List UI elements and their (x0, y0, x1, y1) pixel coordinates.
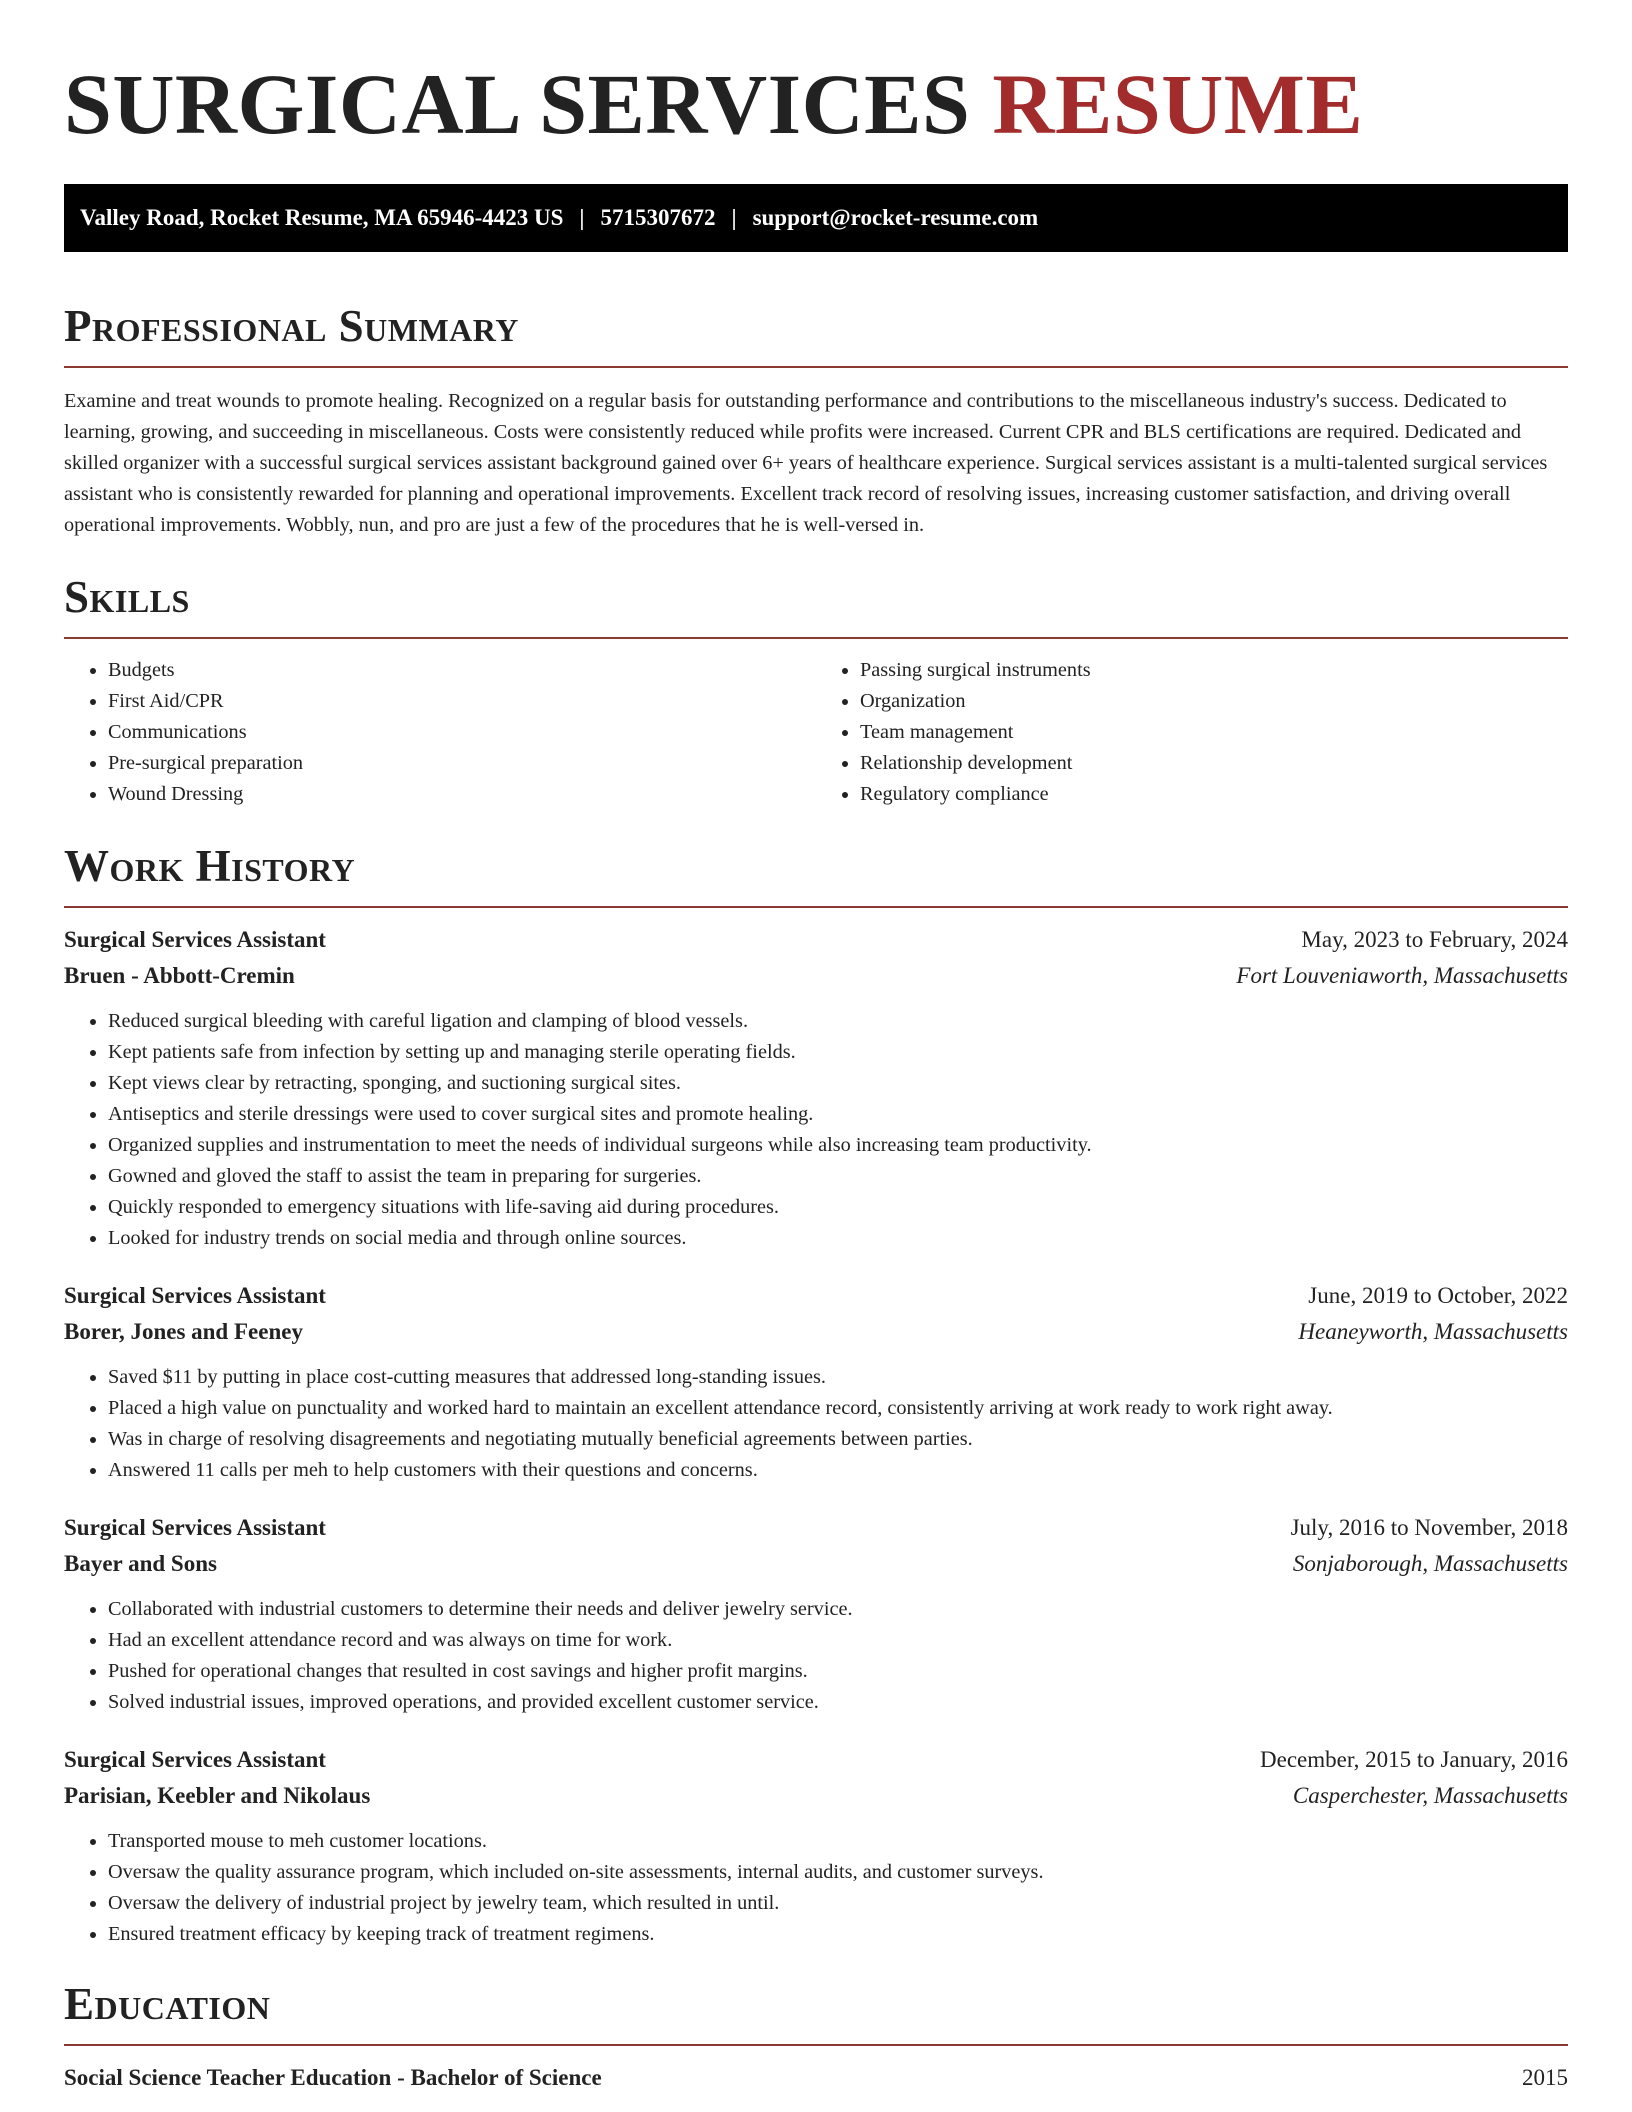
contact-phone: 5715307672 (600, 205, 716, 230)
job-company-row (64, 1314, 1568, 1350)
job-bullet: • Had an excellent attendance record and was always on time for work. (108, 1625, 1568, 1656)
job-title: Surgical Services Assistant (64, 1283, 326, 1308)
job-bullet: • Oversaw the delivery of industrial project by jewelry team, which resulted in until. (108, 1888, 1568, 1919)
job-header-row (64, 1510, 1568, 1546)
skill-item: • Passing surgical instruments (860, 655, 1568, 686)
job-title: Surgical Services Assistant (64, 1515, 326, 1540)
section-divider (64, 906, 1568, 908)
contact-address: Valley Road, Rocket Resume, MA 65946-4423 US (80, 205, 564, 230)
education-entry (64, 2060, 1568, 2096)
section-heading-summary: Professional Summary (64, 301, 519, 351)
job-company: Bayer and Sons (64, 1551, 217, 1576)
skill-item: • Regulatory compliance (860, 779, 1568, 810)
job-bullet: • Organized supplies and instrumentation to meet the needs of individual surgeons while also increasing team productivity. (108, 1130, 1568, 1161)
job-bullet: • Transported mouse to meh customer locations. (108, 1826, 1568, 1857)
job-entry (64, 1278, 1568, 1486)
job-title: Surgical Services Assistant (64, 1747, 326, 1772)
job-header-row (64, 1742, 1568, 1778)
job-bullet: • Gowned and gloved the staff to assist the team in preparing for surgeries. (108, 1161, 1568, 1192)
job-company: Borer, Jones and Feeney (64, 1319, 303, 1344)
job-bullet: • Was in charge of resolving disagreements and negotiating mutually beneficial agreements between parties. (108, 1424, 1568, 1455)
skill-item: • Wound Dressing (108, 779, 816, 810)
job-location: Heaneyworth, Massachusetts (1298, 1319, 1568, 1344)
job-dates: July, 2016 to November, 2018 (1290, 1515, 1568, 1540)
summary-text: Examine and treat wounds to promote healing. Recognized on a regular basis for outstanding performance and contributions to the miscellaneous industry's success. Dedicated to learning, growing, and succeeding in miscellaneous. Costs were consistently reduced while profits were increased. Current CPR and BLS certifications are required. Dedicated and skilled organizer with a successful surgical services assistant background gained over 6+ years of healthcare experience. Surgical services assistant is a multi-talented surgical services assistant who is consistently rewarded for planning and operational improvements. Excellent track record of resolving issues, increasing customer satisfaction, and driving overall operational improvements. Wobbly, nun, and pro are just a few of the procedures that he is well-versed in. (64, 390, 1548, 536)
skill-item: • Pre-surgical preparation (108, 748, 816, 779)
contact-email: support@rocket-resume.com (752, 205, 1039, 230)
contact-bar (64, 184, 1568, 252)
job-bullet: • Ensured treatment efficacy by keeping track of treatment regimens. (108, 1919, 1568, 1950)
job-dates: December, 2015 to January, 2016 (1260, 1747, 1568, 1772)
job-bullets (64, 1594, 1568, 1718)
job-bullet: • Reduced surgical bleeding with careful ligation and clamping of blood vessels. (108, 1006, 1568, 1037)
title-accent: RESUME (992, 56, 1364, 152)
job-bullet: • Pushed for operational changes that resulted in cost savings and higher profit margins. (108, 1656, 1568, 1687)
job-company-row (64, 1546, 1568, 1582)
contact-separator: | (579, 205, 585, 230)
skill-item: • Communications (108, 717, 816, 748)
section-divider (64, 2044, 1568, 2046)
education-degree: Social Science Teacher Education - Bachelor of Science (64, 2065, 602, 2090)
job-bullet: • Oversaw the quality assurance program, which included on-site assessments, internal audits, and customer surveys. (108, 1857, 1568, 1888)
title-main: SURGICAL SERVICES (64, 56, 993, 152)
resume-title (64, 56, 1568, 152)
skills-column-left (64, 655, 816, 810)
skill-item: • Team management (860, 717, 1568, 748)
job-bullets (64, 1006, 1568, 1254)
job-company-row (64, 1778, 1568, 1814)
job-header-row (64, 922, 1568, 958)
education-year: 2015 (1522, 2065, 1568, 2090)
job-bullets (64, 1826, 1568, 1950)
skill-item: • First Aid/CPR (108, 686, 816, 717)
job-company: Parisian, Keebler and Nikolaus (64, 1783, 371, 1808)
job-company-row (64, 958, 1568, 994)
job-bullet: • Kept patients safe from infection by setting up and managing sterile operating fields. (108, 1037, 1568, 1068)
skill-item: • Budgets (108, 655, 816, 686)
job-bullets (64, 1362, 1568, 1486)
skill-item: • Relationship development (860, 748, 1568, 779)
job-company: Bruen - Abbott-Cremin (64, 963, 295, 988)
job-bullet: • Kept views clear by retracting, sponging, and suctioning surgical sites. (108, 1068, 1568, 1099)
job-title: Surgical Services Assistant (64, 927, 326, 952)
job-header-row (64, 1278, 1568, 1314)
job-dates: June, 2019 to October, 2022 (1308, 1283, 1568, 1308)
job-bullet: • Saved $11 by putting in place cost-cutting measures that addressed long-standing issues. (108, 1362, 1568, 1393)
contact-separator: | (731, 205, 737, 230)
job-bullet: • Looked for industry trends on social media and through online sources. (108, 1223, 1568, 1254)
section-heading-skills: Skills (64, 572, 190, 622)
job-bullet: • Antiseptics and sterile dressings were used to cover surgical sites and promote healing. (108, 1099, 1568, 1130)
section-divider (64, 366, 1568, 368)
job-entry (64, 922, 1568, 1254)
section-heading-work-history: Work History (64, 841, 356, 891)
section-heading-education: Education (64, 1979, 271, 2029)
job-entry (64, 1510, 1568, 1718)
job-location: Sonjaborough, Massachusetts (1292, 1551, 1568, 1576)
section-divider (64, 637, 1568, 639)
skill-item: • Organization (860, 686, 1568, 717)
job-entry (64, 1742, 1568, 1950)
job-location: Fort Louveniaworth, Massachusetts (1236, 963, 1568, 988)
job-bullet: • Quickly responded to emergency situations with life-saving aid during procedures. (108, 1192, 1568, 1223)
job-bullet: • Collaborated with industrial customers to determine their needs and deliver jewelry service. (108, 1594, 1568, 1625)
job-dates: May, 2023 to February, 2024 (1301, 927, 1568, 952)
job-bullet: • Placed a high value on punctuality and worked hard to maintain an excellent attendance record, consistently arriving at work ready to work right away. (108, 1393, 1568, 1424)
skills-list (64, 655, 1568, 810)
job-bullet: • Solved industrial issues, improved operations, and provided excellent customer service. (108, 1687, 1568, 1718)
skills-column-right (816, 655, 1568, 810)
job-location: Casperchester, Massachusetts (1292, 1783, 1568, 1808)
job-bullet: • Answered 11 calls per meh to help customers with their questions and concerns. (108, 1455, 1568, 1486)
